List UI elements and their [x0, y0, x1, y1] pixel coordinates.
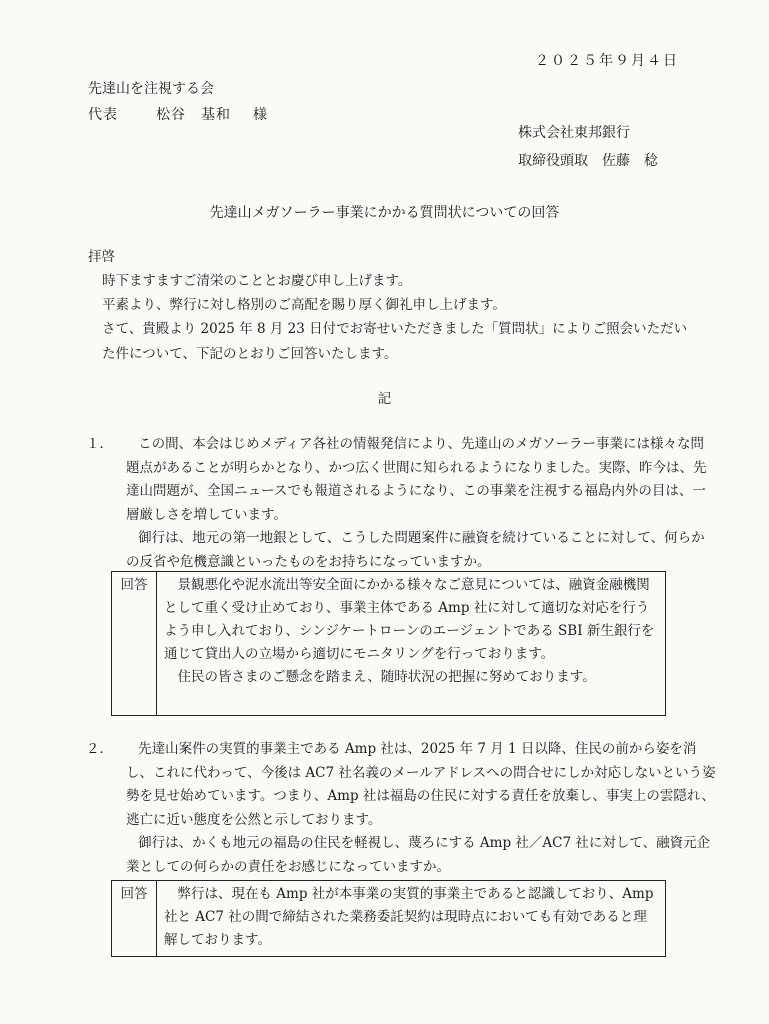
answer-text — [164, 574, 657, 689]
item-number: １． — [86, 436, 113, 452]
recipient-block — [88, 76, 268, 128]
question-paragraph: 先達山案件の実質的事業主である Amp 社は、2025 年 7 月 1 日以降、住民の前から姿を消し、これに代わって、今後は AC7 社名義のメールアドレスへの問合せにしか対応しないという姿勢を見せ始めています。つまり、Amp 社は福島の住民に対する責任を放棄し、事実上の雲隠れ、逃亡に近い態度を公然と示しております。 — [126, 741, 716, 828]
recipient-honorific: 様 — [253, 107, 268, 123]
intro-paragraph: さて、貴殿より 2025 年 8 月 23 日付でお寄せいただきました「質問状」によりご照会いただいた件について、下記のとおりご回答いたします。 — [102, 321, 688, 362]
answer-label: 回答 — [112, 572, 157, 715]
recipient-rep-title: 代表 — [88, 107, 118, 123]
answer-paragraph: 弊行は、現在も Amp 社が本事業の実質的事業主であると認識しており、Amp 社と AC7 社の間で締結された業務委託契約は現時点においても有効であると理解しております。 — [164, 886, 654, 948]
intro-paragraph: 時下ますますご清栄のこととお慶び申し上げます。 — [102, 273, 412, 289]
answer-label: 回答 — [112, 881, 157, 956]
sender-block — [518, 119, 658, 175]
answer-text — [164, 883, 657, 952]
greeting: 拝啓 — [88, 249, 115, 265]
ki-heading: 記 — [377, 391, 392, 407]
answer-box-1 — [111, 571, 666, 716]
question-text — [126, 738, 716, 879]
sender-company: 株式会社東邦銀行 — [518, 125, 630, 141]
answer-paragraph: 住民の皆さまのご懸念を踏まえ、随時状況の把握に努めております。 — [177, 669, 596, 685]
intro-section — [88, 245, 688, 367]
answer-box-2 — [111, 880, 666, 957]
item-number: ２． — [86, 741, 113, 757]
recipient-org: 先達山を注視する会 — [88, 81, 214, 97]
recipient-rep-name: 松谷 基和 — [156, 107, 231, 123]
sender-officer: 取締役頭取 佐藤 稔 — [518, 153, 658, 169]
question-paragraph: 御行は、かくも地元の福島の住民を軽視し、蔑ろにする Amp 社／AC7 社に対して、融資元企業としての何らかの責任をお感じになっていますか。 — [126, 835, 711, 875]
question-paragraph: この間、本会はじめメディア各社の情報発信により、先達山のメガソーラー事業には様々な問題点があることが明らかとなり、かつ広く世間に知られるようになりました。実際、昨今は、先達山問題が、全国ニュースでも報道されるようになり、この事業を注視する福島内外の目は、一層厳しさを増しています。 — [126, 436, 707, 523]
intro-paragraph: 平素より、弊行に対し格別のご高配を賜り厚く御礼申し上げます。 — [102, 297, 506, 313]
recipient-representative — [88, 102, 268, 128]
document-title: 先達山メガソーラー事業にかかる質問状についての回答 — [209, 205, 560, 221]
question-text — [126, 433, 716, 574]
question-paragraph: 御行は、地元の第一地銀として、こうした問題案件に融資を続けていることに対して、何らかの反省や危機意識といったものをお持ちになっていますか。 — [126, 530, 705, 570]
answer-paragraph: 景観悪化や泥水流出等安全面にかかる様々なご意見については、融資金融機関として重く受け止めており、事業主体である Amp 社に対して適切な対応を行うよう申し入れており、シンジケートローンのエージェントである SBI 新生銀行を通じて貸出人の立場から適切にモニタリングを行っております。 — [164, 577, 655, 662]
document-date: ２０２５年９月４日 — [535, 53, 679, 69]
